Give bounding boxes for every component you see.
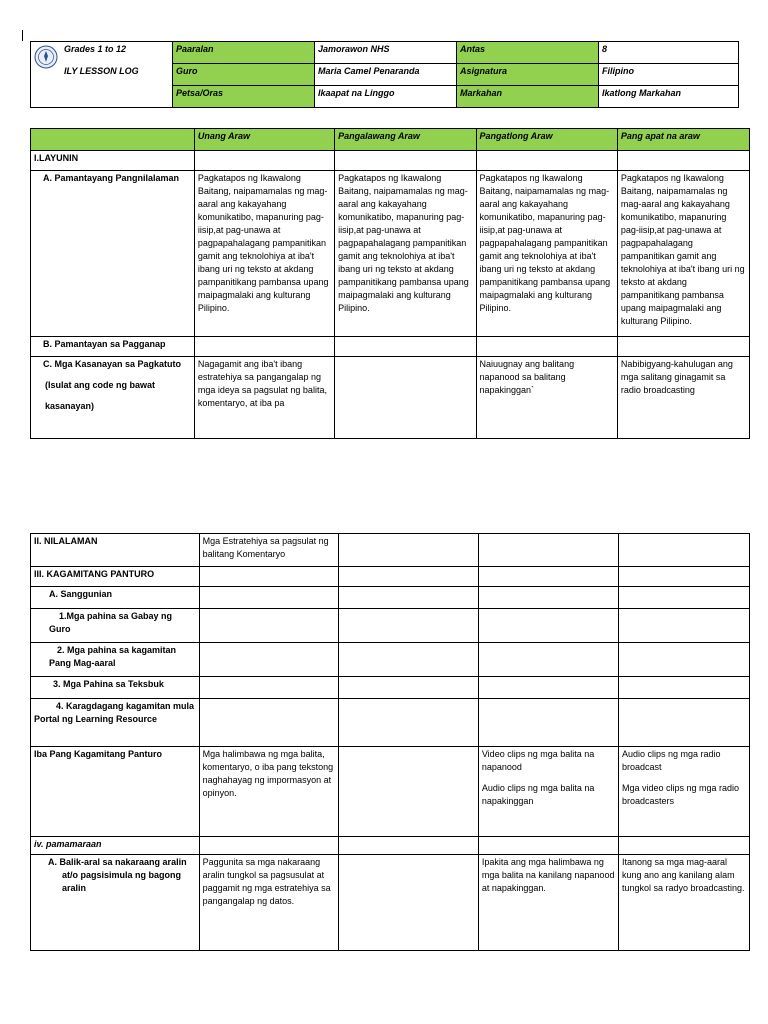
kasanayan-label-cell [31, 357, 195, 439]
grades-label: Grades 1 to 12 [64, 44, 127, 54]
nilalaman-table [30, 533, 750, 951]
iba-day3: Video clips ng mga balita na napanood Audio clips ng mga balita na napakinggan [478, 747, 618, 837]
balik-aral-day4: Itanong sa mga mag-aaral kung ano ang kanilang alam tungkol sa radyo broadcasting. [618, 855, 749, 951]
balik-aral-day1: Paggunita sa mga nakaraang aralin tungkol sa pagsusulat at paggamit ng mga estratehiya sa pangangalap ng datos. [199, 855, 338, 951]
day-header-2: Pangalawang Araw [335, 129, 476, 151]
layunin-table [30, 128, 750, 439]
markahan-label: Markahan [457, 86, 599, 108]
pamantayang-day4: Pagkatapos ng Ikawalong Baitang, naipamamalas ng mag-aaral ang kakayahang komunikatibo, mapanuring pag-iisip,at pag-unawa at pagpapahalagang pampanitikan gamit ang teknolohiya at iba't ibang uri ng teksto at akdang pampanitikang pambansa upang maipagmalaki ang kulturang Pilipino. [617, 171, 749, 337]
kasanayan-day2 [335, 357, 476, 439]
iba-label: Iba Pang Kagamitang Panturo [31, 747, 200, 837]
pamantayang-day3: Pagkatapos ng Ikawalong Baitang, naipamamalas ng mag-aaral ang kakayahang komunikatibo, mapanuring pag-iisip,at pag-unawa at pagpapahalagang pampanitikan gamit ang teknolohiya at iba't ibang uri ng teksto at akdang pampanitikang pambansa upang maipagmalaki ang kulturang Pilipino. [476, 171, 617, 337]
balik-aral-day3: Ipakita ang mga halimbawa ng mga balita na kanilang napanood at napakinggan. [478, 855, 618, 951]
guro-label: Guro [173, 64, 315, 86]
petsa-label: Petsa/Oras [173, 86, 315, 108]
kagamitan-label: III. KAGAMITANG PANTURO [31, 567, 200, 587]
corner-cell [31, 129, 195, 151]
kasanayan-sub2: kasanayan) [45, 401, 95, 411]
petsa-value: Ikaapat na Linggo [315, 86, 457, 108]
paaralan-value: Jamorawon NHS [315, 42, 457, 64]
day-header-4: Pang apat na araw [617, 129, 749, 151]
sanggunian-label: A. Sanggunian [31, 587, 200, 609]
iba-day4: Audio clips ng mga radio broadcast Mga video clips ng mga radio broadcasters [618, 747, 749, 837]
gabay-label: 1.Mga pahina sa Gabay ng Guro [31, 609, 200, 643]
pamamaraan-label: iv. pamamaraan [31, 837, 200, 855]
teksbuk-label: 3. Mga Pahina sa Teksbuk [31, 677, 200, 699]
pamantayang-day1: Pagkatapos ng Ikawalong Baitang, naipamamalas ng mag-aaral ang kakayahang komunikatibo, mapanuring pag-iisip,at pag-unawa at pagpapahalagang pampanitikan gamit ang teknolohiya at iba't ibang uri ng teksto at akdang pampanitikang pambansa upang maipagmalaki ang kulturang Pilipino. [194, 171, 334, 337]
paaralan-label: Paaralan [173, 42, 315, 64]
kasanayan-label: C. Mga Kasanayan sa Pagkatuto [43, 359, 182, 369]
kasanayan-day1: Nagagamit ang iba't ibang estratehiya sa pangangalap ng mga ideya sa pagsulat ng balita, komentaryo, at iba pa [194, 357, 334, 439]
lesson-log-title: ILY LESSON LOG [64, 66, 139, 76]
karagdagang-label: 4. Karagdagang kagamitan mula Portal ng Learning Resource [31, 699, 200, 747]
kasanayan-day3: Naiuugnay ang balitang napanood sa balitang napakinggan` [476, 357, 617, 439]
magaaral-label: 2. Mga pahina sa kagamitan Pang Mag-aaral [31, 643, 200, 677]
asignatura-value: Filipino [599, 64, 739, 86]
iba-day1: Mga halimbawa ng mga balita, komentaryo, o iba pang tekstong naghahayag ng impormasyon at opinyon. [199, 747, 338, 837]
nilalaman-day1: Mga Estratehiya sa pagsulat ng balitang Komentaryo [199, 534, 338, 567]
asignatura-label: Asignatura [457, 64, 599, 86]
pamantayang-day2: Pagkatapos ng Ikawalong Baitang, naipamamalas ng mag-aaral ang kakayahang komunikatibo, mapanuring pag-iisip,at pag-unawa at pagpapahalagang pampanitikan gamit ang teknolohiya at iba't ibang uri ng teksto at akdang pampanitikang pambansa upang maipagmalaki ang kulturang Pilipino. [335, 171, 476, 337]
day-header-3: Pangatlong Araw [476, 129, 617, 151]
layunin-title: I.LAYUNIN [31, 151, 195, 171]
lesson-log-header [30, 41, 739, 108]
text-cursor [22, 30, 23, 41]
day-header-1: Unang Araw [194, 129, 334, 151]
balik-aral-label: A. Balik-aral sa nakaraang aralin at/o pagsisimula ng bagong aralin [31, 855, 200, 951]
kasanayan-sub1: (Isulat ang code ng bawat [45, 380, 156, 390]
guro-value: Maria Camel Penaranda [315, 64, 457, 86]
antas-label: Antas [457, 42, 599, 64]
deped-seal-icon [34, 45, 58, 69]
kasanayan-day4: Nabibigyang-kahulugan ang mga salitang ginagamit sa radio broadcasting [617, 357, 749, 439]
header-logo-cell [31, 42, 173, 108]
pamantayang-label: A. Pamantayang Pangnilalaman [31, 171, 195, 337]
pagganap-label: B. Pamantayan sa Pagganap [31, 337, 195, 357]
antas-value: 8 [599, 42, 739, 64]
markahan-value: Ikatlong Markahan [599, 86, 739, 108]
nilalaman-label: II. NILALAMAN [31, 534, 200, 567]
